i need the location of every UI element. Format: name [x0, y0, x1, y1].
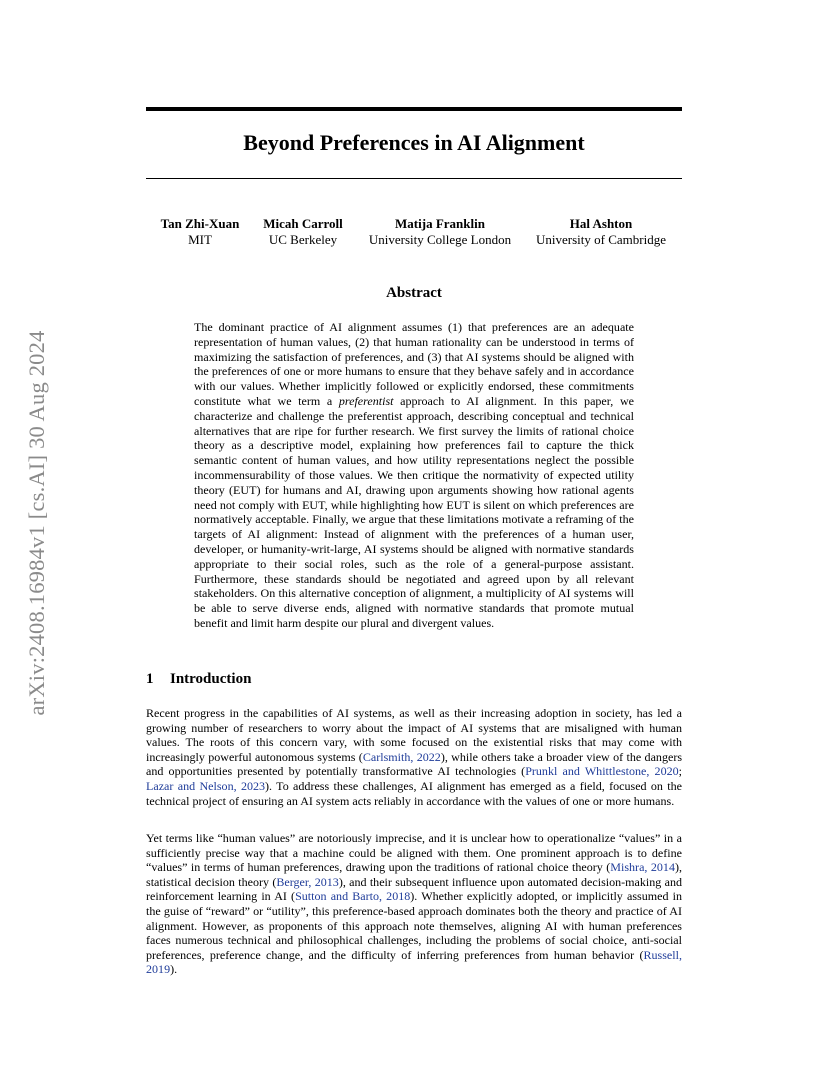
- author-affiliation: UC Berkeley: [268, 232, 338, 247]
- title-rule-bottom: [146, 178, 682, 179]
- text-run: ). Whether explicitly adopted, or implicitly assumed in the guise of “reward” or “utility”, this preference-based approach dominates both the theory and practice of AI alignment. However, as proponents of this approach note themselves, aligning AI with human preferences faces numerous technical and philosophical challenges, including the problems of social choice, anti-social preferences, preference change, and the difficulty of inferring preferences from human behavior (: [146, 889, 682, 962]
- author-name: Tan Zhi-Xuan: [160, 216, 240, 231]
- author-4: [536, 216, 666, 248]
- text-run: Yet terms like “human values” are notoriously imprecise, and it is unclear how to operationalize “values” in a sufficiently precise way that a machine could be aligned with them. One prominent approach is to define “values” in terms of human preferences, drawing upon the traditions of rational choice theory (: [146, 831, 682, 875]
- text-run: ), and their subsequent influence upon automated decision-making and reinforcement learning in AI (: [146, 874, 682, 904]
- abstract-part-1: The dominant practice of AI alignment assumes (1) that preferences are an adequate representation of human values, (2) that human rationality can be understood in terms of maximizing the satisfaction of preferences, and (3) that AI systems should be aligned with the preferences of one or more humans to ensure that they behave safely and in accordance with our values. Whether implicitly followed or explicitly endorsed, these commitments constitute what we term a: [194, 320, 634, 408]
- author-1: [161, 216, 240, 248]
- abstract-text: [194, 320, 634, 631]
- paper-title: Beyond Preferences in AI Alignment: [243, 130, 585, 155]
- author-2: [263, 216, 343, 248]
- section-heading-introduction: [146, 671, 682, 688]
- intro-paragraph-1: [146, 706, 682, 808]
- arxiv-sidebar-stamp: [22, 288, 52, 758]
- text-run: ), while others take a broader view of the dangers and opportunities presented by potentially transformative AI technologies (: [146, 749, 683, 779]
- author-3: [369, 216, 511, 248]
- citation-link[interactable]: Prunkl and Whittlestone, 2020: [525, 764, 679, 779]
- text-run: ;: [678, 764, 682, 779]
- citation-link[interactable]: Lazar and Nelson, 2023: [146, 778, 266, 793]
- text-run: Recent progress in the capabilities of AI systems, as well as their increasing adoption in society, has led a growing number of researchers to worry about the impact of AI systems that are misaligned with human values. The roots of this concern vary, with some focused on the existential risks that may come with increasingly powerful autonomous systems (: [146, 706, 682, 764]
- text-run: ), statistical decision theory (: [146, 860, 683, 889]
- author-affiliation: University of Cambridge: [536, 232, 666, 247]
- author-affiliation: MIT: [188, 232, 212, 247]
- arxiv-identifier: arXiv:2408.16984v1 [cs.AI] 30 Aug 2024: [24, 330, 49, 716]
- abstract-heading: Abstract: [386, 285, 442, 301]
- author-name: Hal Ashton: [569, 216, 633, 231]
- section-title: Introduction: [170, 671, 252, 687]
- author-affiliation: University College London: [368, 232, 512, 247]
- author-name: Matija Franklin: [395, 216, 485, 231]
- abstract-part-2: approach to AI alignment. In this paper, we characterize and challenge the preferentist approach, describing conceptual and technical alternatives that are ripe for further research. We first survey the limits of rational choice theory as a descriptive model, explaining how preferences fail to capture the thick semantic content of human values, and how utility representations neglect the possible incommensurability of those values. We then critique the normativity of expected utility theory (EUT) for humans and AI, drawing upon arguments showing how rational agents need not comply with EUT, while highlighting how EUT is silent on which preferences are normatively acceptable. Finally, we argue that these limitations motivate a reframing of the targets of AI alignment: Instead of alignment with the preferences of a human user, developer, or humanity-writ-large, AI systems should be aligned with normative standards appropriate to their social roles, such as the role of a general-purpose assistant. Furthermore, these standards should be negotiated and agreed upon by all relevant stakeholders. On this alternative conception of alignment, a multiplicity of AI systems will be able to serve diverse ends, aligned with normative standards that promote mutual benefit and limit harm despite our plural and divergent values.: [194, 393, 634, 630]
- citation-link[interactable]: Russell, 2019: [146, 947, 682, 977]
- citation-link[interactable]: Mishra, 2014: [610, 860, 675, 875]
- citation-link[interactable]: Berger, 2013: [276, 874, 339, 889]
- title-rule-top: [146, 107, 682, 111]
- author-name: Micah Carroll: [263, 216, 343, 231]
- text-run: ). To address these challenges, AI alignment has emerged as a field, focused on the technical project of ensuring an AI system acts reliably in accordance with the values of one or more humans.: [146, 778, 683, 808]
- intro-paragraph-2: [146, 831, 682, 977]
- citation-link[interactable]: Sutton and Barto, 2018: [295, 889, 411, 904]
- section-number: 1: [146, 671, 154, 687]
- author-block: [146, 216, 682, 256]
- citation-link[interactable]: Carlsmith, 2022: [362, 749, 441, 764]
- abstract-emphasis: preferentist: [338, 393, 394, 408]
- text-run: ).: [170, 962, 178, 977]
